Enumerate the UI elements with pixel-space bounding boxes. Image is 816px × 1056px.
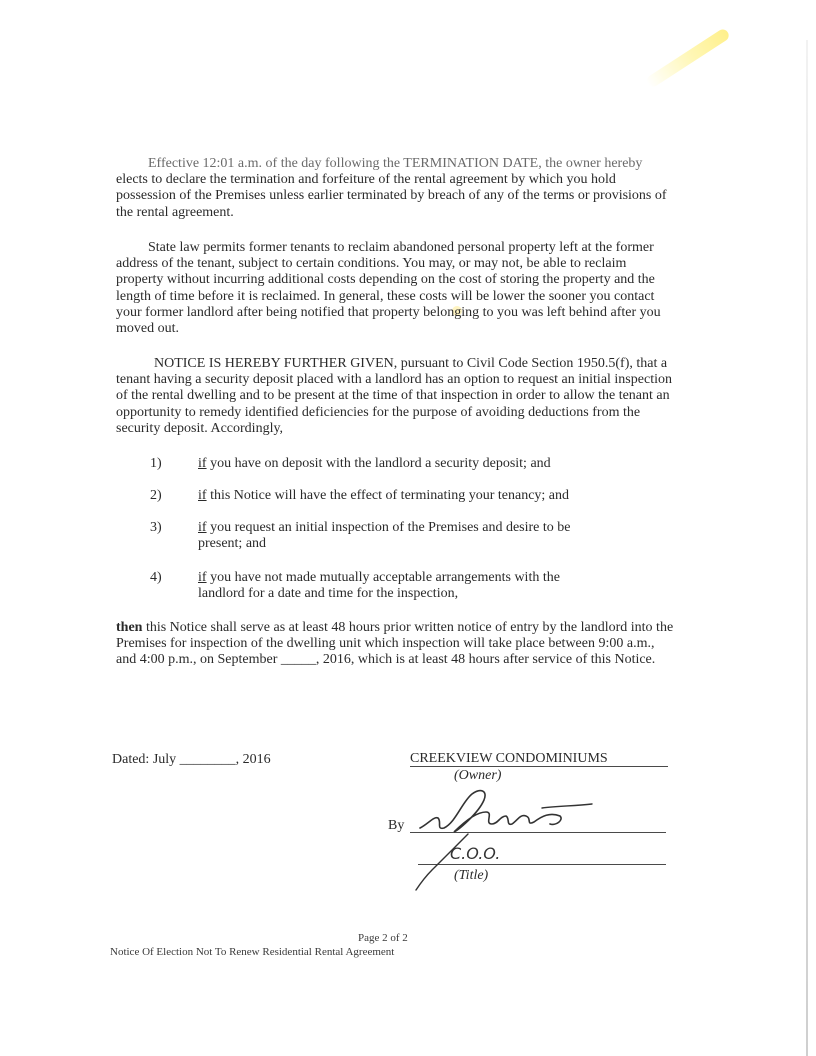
document-page: Effective 12:01 a.m. of the day following the TERMINATION DATE, the owner hereby elects to declare the termination and forfeiture of the rental agreement by which you hold possession of the Premises unless earlier terminated by breach of any of the terms or provisions of the rental agreement. State law permits former tenants to reclaim abandoned personal property left at the former address of the tenant, subject to certain conditions. You may, or may not, be able to reclaim property without incurring additional costs depending on the cost of storing the property and the length of time before it is reclaimed. In general, these costs will be lower the sooner you contact your former landlord after being notified that property belonging to you was left behind after you moved out. NOTICE IS HEREBY FURTHER GIVEN, pursuant to Civil Code Section 1950.5(f), that a tenant having a security deposit placed with a landlord has an option to request an initial inspection of the rental dwelling and to be present at the time of that inspection in order to allow the tenant an opportunity to remedy identified deficiencies for the purpose of avoiding deductions from the security deposit. Accordingly, 1) if you have on deposit with the landlord a security deposit; and 2) if this Notice will have the effect of terminating your tenancy; and 3) if you request an initial inspection of the Premises and desire to be present; and 4) if you have not made mutually acceptable arrangements with the landlord for a date and time for the inspection, then this Notice shall serve as at least 48 hours prior written notice of entry by the landlord into the Premises for inspection of the dwelling unit which inspection will take place between 9:00 a.m., and 4:00 p.m., on September _____, 2016, which is at least 48 hours after service of this Notice. Dated: July ________, 2016 CREEKVIEW CONDOMINIUMS (Owner) By C.O.O. (Title) Page 2 of 2 Notice Of Election Not To Renew Residential Rental Agreement [0, 0, 816, 1056]
paragraph-termination: Effective 12:01 a.m. of the day following the TERMINATION DATE, the owner hereby elects to declare the termination and forfeiture of the rental agreement by which you hold possession of the Premises unless earlier terminated by breach of any of the terms or provisions of the rental agreement. [116, 156, 667, 220]
by-label: By [388, 818, 405, 833]
title-handwritten: C.O.O. [450, 844, 501, 863]
owner-name: CREEKVIEW CONDOMINIUMS [410, 751, 608, 766]
owner-caption: (Owner) [454, 768, 502, 783]
paragraph-abandoned-property: State law permits former tenants to reclaim abandoned personal property left at the former address of the tenant, subject to certain conditions. You may, or may not, be able to reclaim property without incurring additional costs depending on the cost of storing the property and the length of time before it is reclaimed. In general, these costs will be lower the sooner you contact your former landlord after being notified that property belonging to you was left behind after you moved out. [116, 240, 661, 337]
scan-edge [806, 40, 808, 1056]
highlighter-mark [645, 27, 731, 89]
title-caption: (Title) [454, 868, 489, 883]
paragraph-entry-notice: then this Notice shall serve as at least 48 hours prior written notice of entry by the landlord into the Premises for inspection of the dwelling unit which inspection will take place between 9:00 a.m., and 4:00 p.m., on September _____, 2016, which is at least 48 hours after service of this Notice. [116, 620, 674, 668]
owner-rule [410, 766, 668, 767]
footer-document-title: Notice Of Election Not To Renew Residential Rental Agreement [110, 946, 395, 958]
paragraph-security-deposit: NOTICE IS HEREBY FURTHER GIVEN, pursuant to Civil Code Section 1950.5(f), that a tenant having a security deposit placed with a landlord has an option to request an initial inspection of the rental dwelling and to be present at the time of that inspection in order to allow the tenant an opportunity to remedy identified deficiencies for the purpose of avoiding deductions from the security deposit. Accordingly, [116, 356, 672, 436]
page-number: Page 2 of 2 [358, 932, 408, 944]
dated-line: Dated: July ________, 2016 [112, 752, 271, 767]
